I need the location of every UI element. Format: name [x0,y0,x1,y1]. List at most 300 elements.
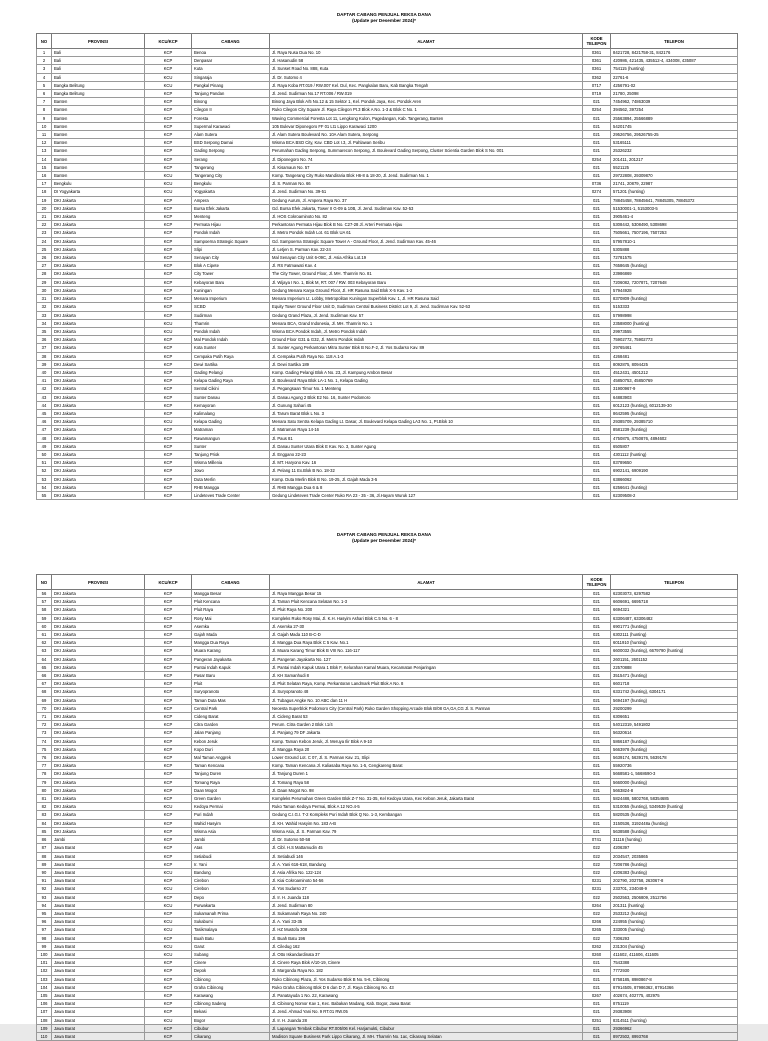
cell-provinsi: DKI Jakarta [52,418,145,426]
cell-kode-telepon: 021 [583,98,611,106]
cell-kcu-kcp: KCU [145,950,192,958]
cell-cabang: Dewi Sartika [192,360,270,368]
cell-telepon: 4750875, 4750876, 4894602 [611,434,738,442]
cell-kcu-kcp: KCP [145,254,192,262]
cell-alamat: Menara Satu Sentra Kelapa Gading Lt. Dasar, Jl. Boulevard Kelapa Gading LA3 No. 1, Pt.Blok 10 [270,418,583,426]
cell-no: 1 [37,49,52,57]
table-row [37,81,738,89]
cell-alamat: Jl. Tubagus Angke No. 10 ABC dan 11 H [270,696,583,704]
cell-provinsi: Jawa Barat [52,942,145,950]
cell-alamat: Jl. Sunset Road No. 888, Kuta [270,65,583,73]
cell-no: 5 [37,81,52,89]
table-row [37,122,738,130]
cell-no: 94 [37,901,52,909]
table-header-row [37,34,738,49]
cell-telepon: 8421728, 8421758-31, 842176 [611,49,738,57]
cell-kcu-kcp: KCP [145,959,192,967]
header-kcu-kcp: KCU/KCP [145,575,192,590]
cell-kode-telepon: 021 [583,204,611,212]
cell-telepon: 4206397 [611,844,738,852]
cell-alamat: Gedung Grand Plaza, Jl. Jend. Sudirman Kav. 57 [270,311,583,319]
cell-cabang: Cirebon [192,885,270,893]
cell-kcu-kcp: KCP [145,647,192,655]
cell-provinsi: Banten [52,131,145,139]
cell-cabang: Singaraja [192,73,270,81]
cell-cabang: Matraman [192,426,270,434]
cell-no: 100 [37,950,52,958]
cell-alamat: Jl. KH Samanhudi 8 [270,672,583,680]
table-row [37,303,738,311]
cell-alamat: Kompleks Ruko Rosy Mai, Jl. K.H. Hasyim Ashari Blok C.5 No. 6 - 8 [270,614,583,622]
cell-cabang: Cibinong [192,975,270,983]
cell-alamat: Jl. Gunung Sahari 45 [270,401,583,409]
cell-provinsi: DKI Jakarta [52,754,145,762]
cell-kode-telepon: 021 [583,1032,611,1040]
table-row [37,631,738,639]
cell-alamat: Kompleks Perumahan Green Garden Blok Z-7 No. 31-35, Kel Kedoya Utara, Kec Kebon Jeruk, Jakarta Barat [270,795,583,803]
cell-kcu-kcp: KCP [145,131,192,139]
cell-telepon: 7505661, 7507196, 7507253 [611,229,738,237]
cell-alamat: Perum. Citra Garden 2 Blok I.1/4 [270,721,583,729]
cell-no: 68 [37,688,52,696]
cell-kcu-kcp: KCP [145,229,192,237]
cell-alamat: Jl. Asia Afrika No. 122-124 [270,868,583,876]
cell-alamat: Jl. Pangeran Jayakarta No. 127 [270,655,583,663]
table-row [37,163,738,171]
cell-no: 65 [37,663,52,671]
cell-telepon: 5638588 (hunting) [611,827,738,835]
cell-alamat: Jl. Ir. H. Juanda 118 [270,893,583,901]
cell-alamat: Jl. HZ Mustofa 308 [270,926,583,934]
cell-kcu-kcp: KCP [145,237,192,245]
cell-alamat: Jl. Panatayuda 1 No. 22, Karawang [270,991,583,999]
table-row [37,393,738,401]
table-row [37,893,738,901]
table-row [37,368,738,376]
table-row [37,975,738,983]
cell-kode-telepon: 021 [583,721,611,729]
cell-kode-telepon: 022 [583,909,611,917]
cell-kcu-kcp: KCP [145,696,192,704]
cell-kcu-kcp: KCU [145,901,192,909]
cell-provinsi: Jawa Barat [52,1032,145,1040]
cell-kcu-kcp: KCP [145,1024,192,1032]
cell-kcu-kcp: KCP [145,704,192,712]
cell-provinsi: DKI Jakarta [52,401,145,409]
cell-alamat: Jl. Mangga Dua Raya Blok C 5 Kav. No.1 [270,639,583,647]
cell-kcu-kcp: KCP [145,49,192,57]
cell-alamat: Wisma Asia, Jl. S. Parman Kav. 79 [270,827,583,835]
cell-telepon: 29765461 [611,344,738,352]
cell-provinsi: DKI Jakarta [52,631,145,639]
cell-telepon: 5521125 [611,163,738,171]
cell-kode-telepon: 021 [583,672,611,680]
table-row [37,1024,738,1032]
cell-cabang: Bekasi [192,1008,270,1016]
cell-kode-telepon: 021 [583,819,611,827]
cell-cabang: Sunter Danau [192,393,270,401]
cell-no: 19 [37,196,52,204]
cell-kode-telepon: 021 [583,262,611,270]
cell-kcu-kcp: KCP [145,377,192,385]
cell-no: 36 [37,336,52,344]
cell-cabang: Cibinong Sadeng [192,1000,270,1008]
cell-kcu-kcp: KCU [145,188,192,196]
cell-provinsi: DI Yogyakarta [52,188,145,196]
cell-cabang: Kemayoran [192,401,270,409]
cell-provinsi: DKI Jakarta [52,491,145,499]
table-row [37,278,738,286]
table-row [37,885,738,893]
cell-provinsi: DKI Jakarta [52,336,145,344]
cell-no: 60 [37,622,52,630]
cell-no: 63 [37,647,52,655]
cell-kcu-kcp: KCP [145,811,192,819]
table-row [37,401,738,409]
cell-provinsi: Bali [52,73,145,81]
cell-alamat: Jl. Setiabudi 146 [270,852,583,860]
cell-kode-telepon: 021 [583,245,611,253]
cell-cabang: Bursa Efek Jakarta [192,204,270,212]
cell-provinsi: Jawa Barat [52,975,145,983]
cell-cabang: Cirebon [192,877,270,885]
cell-alamat: Jl. Suryopranoto 48 [270,688,583,696]
cell-cabang: Thamrin [192,319,270,327]
table-row [37,844,738,852]
cell-provinsi: DKI Jakarta [52,614,145,622]
cell-no: 105 [37,991,52,999]
cell-kcu-kcp: KCP [145,434,192,442]
cell-cabang: Serang [192,155,270,163]
cell-kcu-kcp: KCU [145,918,192,926]
cell-no: 83 [37,811,52,819]
cell-provinsi: DKI Jakarta [52,770,145,778]
cell-provinsi: Jawa Barat [52,1000,145,1008]
cell-no: 93 [37,893,52,901]
table-row [37,770,738,778]
cell-kode-telepon: 022 [583,868,611,876]
cell-no: 48 [37,434,52,442]
cell-kode-telepon: 021 [583,704,611,712]
cell-alamat: Gd. Sampoerna Strategic Square Tower A - Ground Floor, Jl. Jend. Sudirman Kav. 45-46 [270,237,583,245]
cell-no: 18 [37,188,52,196]
cell-kode-telepon: 021 [583,401,611,409]
cell-kcu-kcp: KCP [145,139,192,147]
cell-provinsi: DKI Jakarta [52,811,145,819]
cell-kcu-kcp: KCP [145,606,192,614]
cell-kcu-kcp: KCP [145,754,192,762]
table-row [37,811,738,819]
cell-telepon: 4256791-02 [611,81,738,89]
cell-alamat: Jl. Pegangsaan Timur No. 1 Menteng [270,385,583,393]
cell-provinsi: DKI Jakarta [52,221,145,229]
cell-cabang: Blok A Cipete [192,262,270,270]
cell-alamat: Jl. Letjen S. Parman Kav. 22-24 [270,245,583,253]
cell-alamat: Gedung Aurum, Jl. Ampera Raya No. 37 [270,196,583,204]
cell-cabang: Garut [192,942,270,950]
cell-kode-telepon: 0736 [583,180,611,188]
cell-kcu-kcp: KCP [145,114,192,122]
cell-provinsi: DKI Jakarta [52,688,145,696]
cell-kcu-kcp: KCP [145,1008,192,1016]
table-row [37,49,738,57]
cell-alamat: Jl. Jend. Ahmad Yani No. 9 RT.01 RW.05 [270,1008,583,1016]
cell-kode-telepon: 0362 [583,73,611,81]
cell-kcu-kcp: KCP [145,344,192,352]
cell-no: 49 [37,442,52,450]
cell-kode-telepon: 021 [583,393,611,401]
table-row [37,180,738,188]
cell-kode-telepon: 021 [583,295,611,303]
cell-kode-telepon: 0254 [583,155,611,163]
cell-cabang: Central Park [192,704,270,712]
cell-cabang: Daan Mogot [192,786,270,794]
cell-cabang: Tasikmalaya [192,926,270,934]
cell-kode-telepon: 021 [583,622,611,630]
header-provinsi: PROVINSI [52,34,145,49]
cell-telepon: 23588000 (hunting) [611,319,738,327]
cell-kcu-kcp: KCP [145,672,192,680]
cell-no: 53 [37,475,52,483]
table-row [37,459,738,467]
table-row [37,442,738,450]
table-row [37,909,738,917]
document-title: DAFTAR CABANG PENJUAL REKSA DANA [336,12,432,17]
cell-telepon: 64883903 [611,393,738,401]
cell-provinsi: DKI Jakarta [52,237,145,245]
cell-provinsi: DKI Jakarta [52,672,145,680]
table-row [37,950,738,958]
cell-kcu-kcp: KCP [145,598,192,606]
cell-cabang: Cikarang [192,1032,270,1040]
cell-provinsi: DKI Jakarta [52,295,145,303]
cell-provinsi: DKI Jakarta [52,229,145,237]
table-row [37,786,738,794]
cell-kode-telepon: 021 [583,409,611,417]
cell-kcu-kcp: KCU [145,172,192,180]
cell-cabang: Ampera [192,196,270,204]
cell-provinsi: DKI Jakarta [52,639,145,647]
cell-kode-telepon: 022 [583,860,611,868]
cell-cabang: Wahid Hasyim [192,819,270,827]
cell-alamat: Jl. Margonda Raya No. 182 [270,967,583,975]
cell-alamat: Jl. Pluit Raya No. 200 [270,606,583,614]
cell-provinsi: DKI Jakarta [52,442,145,450]
table-row [37,295,738,303]
cell-no: 37 [37,344,52,352]
cell-telepon: 5866187 (hunting) [611,737,738,745]
cell-alamat: Jl. Asemka 27-30 [270,622,583,630]
cell-telepon: 5153333 [611,303,738,311]
cell-kode-telepon: 021 [583,631,611,639]
cell-telepon: 2601151, 2601152 [611,655,738,663]
cell-provinsi: DKI Jakarta [52,483,145,491]
cell-telepon: 25326232 [611,147,738,155]
document-subtitle: (Update per Desember 2024)* [352,538,416,543]
table-row [37,286,738,294]
cell-kode-telepon: 021 [583,713,611,721]
cell-telepon: 754115 (hunting) [611,65,738,73]
cell-kode-telepon: 021 [583,762,611,770]
cell-no: 103 [37,975,52,983]
cell-cabang: Pasar Baru [192,672,270,680]
cell-cabang: Pantai Indah Kapuk [192,663,270,671]
cell-alamat: Jl. Alam Sutera Boulevard No. 10A Alam Sutera, Serpong [270,131,583,139]
cell-kode-telepon: 021 [583,450,611,458]
cell-no: 98 [37,934,52,942]
cell-alamat: Jl. Gajah Mada 110 B-C-D [270,631,583,639]
header-telepon: TELEPON [611,575,738,590]
cell-kcu-kcp: KCP [145,713,192,721]
cell-alamat: Lower Ground Lot. C 07, Jl. S. Parman Kav. 21, Slipi [270,754,583,762]
cell-alamat: Jl. Enggano 22-23 [270,450,583,458]
cell-kode-telepon: 022 [583,852,611,860]
cell-provinsi: Jawa Barat [52,909,145,917]
cell-telepon: 201411, 201217 [611,155,738,163]
cell-no: 32 [37,303,52,311]
cell-cabang: Cempaka Putih Raya [192,352,270,360]
cell-alamat: Menara BCA, Grand Indonesia, Jl. MH. Thamrin No. 1 [270,319,583,327]
cell-kcu-kcp: KCP [145,122,192,130]
cell-telepon: 29973555 [611,327,738,335]
cell-provinsi: Bali [52,57,145,65]
table-row [37,655,738,663]
cell-no: 78 [37,770,52,778]
cell-no: 67 [37,680,52,688]
cell-kcu-kcp: KCP [145,909,192,917]
cell-alamat: Gd. Bursa Efek Jakarta, Tower II G-09 & 10B, Jl. Jend. Sudirman Kav. 52-53 [270,204,583,212]
cell-cabang: Kopo Duri [192,745,270,753]
cell-alamat: Perumahan Gading Serpong, Summarecon Serpong, Jl. Boulevard Gading Serpong, Cluster Scientia Garden Blok S No. 001 [270,147,583,155]
table-row [37,360,738,368]
cell-no: 45 [37,409,52,417]
cell-telepon: 57998998 [611,311,738,319]
table-row [37,377,738,385]
table-row [37,713,738,721]
cell-provinsi: DKI Jakarta [52,622,145,630]
document-page-2 [0,512,768,1039]
cell-provinsi: DKI Jakarta [52,803,145,811]
table-row [37,926,738,934]
cell-alamat: Komp. Taman Kebon Jeruk, Jl. Meruya Ilir Blok A 9-10 [270,737,583,745]
cell-alamat: Wisma BCA BSD City, Kav. CBD Lot I.3, Jl. Pahlawan Seribu [270,139,583,147]
cell-alamat: Jl. Ciledug 162 [270,942,583,950]
cell-alamat: 105 Bulevar Diponegoro FF 01 Lt1 Lippo Karawaci 1200 [270,122,583,130]
cell-cabang: BSD Serpong Damai [192,139,270,147]
table-row [37,622,738,630]
table-row [37,385,738,393]
cell-provinsi: DKI Jakarta [52,647,145,655]
cell-provinsi: Jawa Barat [52,885,145,893]
cell-cabang: Pluit Kencana [192,598,270,606]
table-row [37,475,738,483]
cell-provinsi: Jawa Barat [52,852,145,860]
cell-kode-telepon: 0251 [583,1016,611,1024]
cell-alamat: Ruko Cibinong Plaza, Jl. Yos Sudarso Blok B No. 5-6, Cibinong [270,975,583,983]
cell-kcu-kcp: KCU [145,803,192,811]
cell-alamat: Jl. Pluit Selatan Raya, Komp. Perkantoran Landmark Pluit Blok A No. 8 [270,680,583,688]
cell-alamat: Jl. Tomang Raya 58 [270,778,583,786]
cell-alamat: Perkantoran Permata Hijau Blok B No. C27-28 Jl. Arteri Permata Hijau [270,221,583,229]
cell-cabang: Pangeran Jayakarta [192,655,270,663]
cell-telepon: 62309508-2 [611,491,738,499]
document-title: DAFTAR CABANG PENJUAL REKSA DANA [336,532,432,537]
cell-provinsi: DKI Jakarta [52,344,145,352]
cell-kode-telepon: 0254 [583,106,611,114]
cell-cabang: Kebayoran Baru [192,278,270,286]
cell-telepon: 5639174, 5639176, 5639178 [611,754,738,762]
cell-kcu-kcp: KCP [145,393,192,401]
cell-kode-telepon: 0262 [583,942,611,950]
cell-cabang: Cibubur [192,1024,270,1032]
cell-no: 15 [37,163,52,171]
table-row [37,426,738,434]
cell-kode-telepon: 021 [583,663,611,671]
header-no: NO [37,34,52,49]
cell-telepon: 21741, 20879, 22987 [611,180,738,188]
cell-telepon: 7772930 [611,967,738,975]
header-cabang: CABANG [192,575,270,590]
cell-alamat: Gedung Menara Karya Ground Floor, Jl. HR Rasuna Said Blok X-5 Kav. 1-2 [270,286,583,294]
cell-kode-telepon: 0231 [583,885,611,893]
cell-kode-telepon: 021 [583,754,611,762]
cell-kcu-kcp: KCP [145,729,192,737]
cell-cabang: Wisma Asia [192,827,270,835]
cell-cabang: Senayan City [192,254,270,262]
cell-alamat: Jl. Cibinong Nomor Kav 1, Kec. Babakan Madang, Kab. Bogor, Jawa Barat [270,1000,583,1008]
cell-kcu-kcp: KCP [145,65,192,73]
cell-kode-telepon: 021 [583,590,611,598]
cell-cabang: Pondok Indah [192,229,270,237]
cell-telepon: 78845458, 78845641, 78845305, 78845372 [611,196,738,204]
cell-no: 12 [37,139,52,147]
cell-alamat: Jl. Kisamaun No. 57 [270,163,583,171]
table-row [37,221,738,229]
table-row [37,762,738,770]
table-row [37,868,738,876]
cell-provinsi: DKI Jakarta [52,680,145,688]
cell-no: 52 [37,467,52,475]
table-row [37,114,738,122]
cell-cabang: Alam Sutera [192,131,270,139]
cell-cabang: Mal Taman Anggrek [192,754,270,762]
cell-kode-telepon: 021 [583,778,611,786]
cell-telepon: 5663978 (hunting) [611,745,738,753]
table-row [37,131,738,139]
cell-alamat: Jl. Panjang 79 DF Jakarta [270,729,583,737]
cell-no: 2 [37,57,52,65]
cell-cabang: Mangga Besar [192,590,270,598]
cell-kode-telepon: 021 [583,598,611,606]
cell-kcu-kcp: KCP [145,983,192,991]
cell-kode-telepon: 021 [583,122,611,130]
cell-telepon: 75902772, 75902773 [611,336,738,344]
cell-kcu-kcp: KCP [145,491,192,499]
table-row [37,106,738,114]
cell-kcu-kcp: KCP [145,450,192,458]
cell-cabang: Mangga Dua Raya [192,639,270,647]
table-row [37,688,738,696]
cell-no: 39 [37,360,52,368]
cell-alamat: Jl. Jend. Sudirman 80 [270,901,583,909]
cell-alamat: Jl. Sukamanah Raya No. 240 [270,909,583,917]
cell-no: 20 [37,204,52,212]
cell-no: 55 [37,491,52,499]
cell-cabang: Tanjung Pandan [192,90,270,98]
table-row [37,1008,738,1016]
cell-telepon: 7543388 [611,959,738,967]
cell-provinsi: DKI Jakarta [52,245,145,253]
